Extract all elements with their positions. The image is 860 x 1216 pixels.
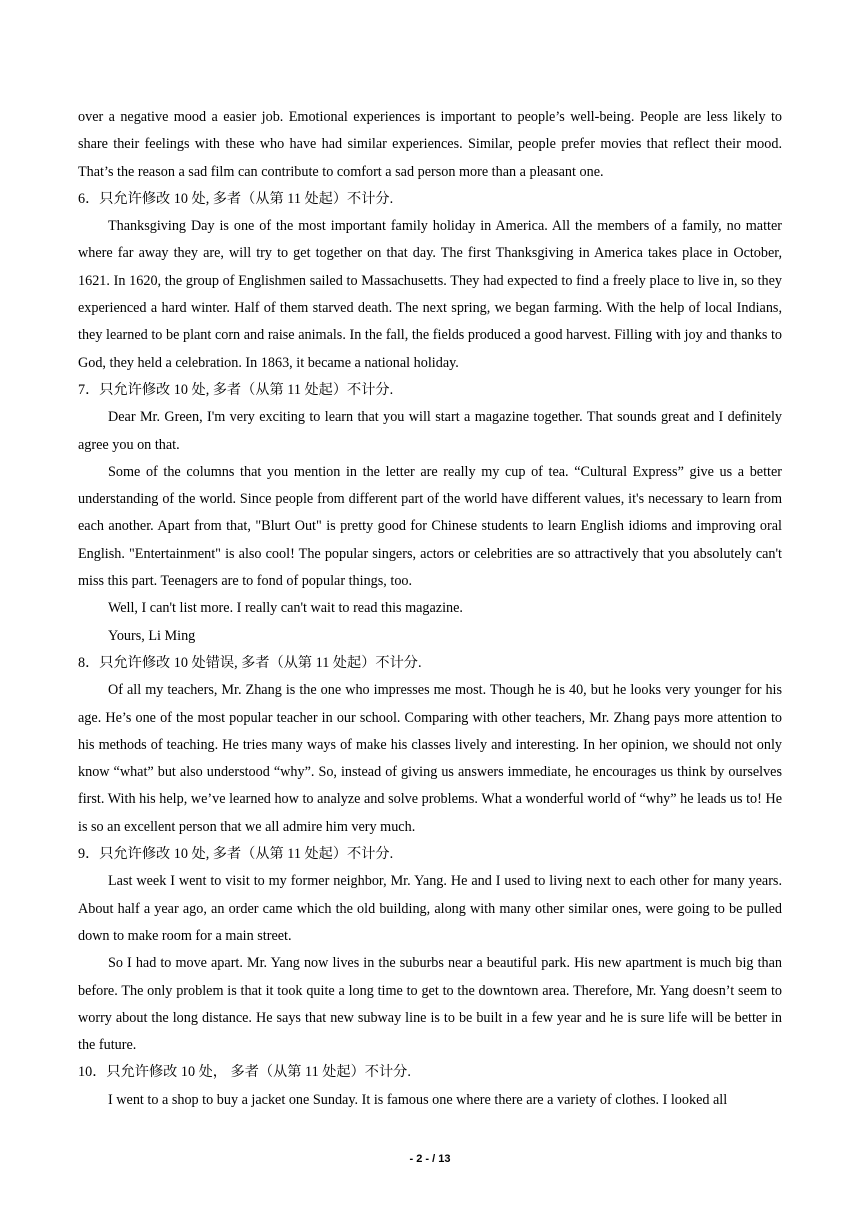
question-6-heading: 6．只允许修改 10 处, 多者（从第 11 处起）不计分. — [78, 190, 394, 207]
question-6-passage: Thanksgiving Day is one of the most important family holiday in America. All the members of a family, no matter where far away they are, will try to get together on that day. The first Thanksgiving in America takes place in October, 1621. In 1620, the group of Englishmen sailed to Massachusetts. They had expected to find a freely place to live in, so they experienced a hard winter. Half of them starved death. The next spring, we began farming. With the help of local Indians, they learned to be plant corn and raise animals. In the fall, the fields produced a good harvest. Filling with joy and thanks to God, they held a celebration. In 1863, it became a national holiday. — [78, 218, 782, 371]
question-9-heading: 9．只允许修改 10 处, 多者（从第 11 处起）不计分. — [78, 846, 394, 863]
question-7-heading: 7．只允许修改 10 处, 多者（从第 11 处起）不计分. — [78, 381, 394, 398]
question-10-heading: 10．只允许修改 10 处， 多者（从第 11 处起）不计分. — [78, 1064, 411, 1081]
page-number: - 2 - / 13 — [409, 1153, 451, 1165]
question-10-passage: I went to a shop to buy a jacket one Sunday. It is famous one where there are a variety of clothes. I looked all — [108, 1091, 728, 1108]
question-8-passage: Of all my teachers, Mr. Zhang is the one who impresses me most. Though he is 40, but he looks very younger for his age. He’s one of the most popular teacher in our school. Comparing with other teachers, Mr. Zhang pays more attention to his methods of teaching. He tries many ways of make his classes lively and interesting. In her opinion, we should not only know “what” but also understood “why”. So, instead of giving us answers immediate, he encourages us think by ourselves first. With his help, we’ve learned how to analyze and solve problems. What a wonderful world of “why” he leads us to! He is so an excellent person that we all admire him very much. — [78, 682, 782, 835]
question-9-paragraph-1: Last week I went to visit to my former neighbor, Mr. Yang. He and I used to living next to each other for many years. About half a year ago, an order came which the old building, along with many other similar ones, were going to be pulled down to make room for a main street. — [78, 873, 782, 944]
paragraph-continuation: over a negative mood a easier job. Emotional experiences is important to people’s well-being. People are less likely to share their feelings with these who have had similar experiences. Similar, people prefer movies that reflect their mood. That’s the reason a sad film can contribute to comfort a sad person more than a pleasant one. — [78, 109, 782, 180]
question-7-paragraph-1: Dear Mr. Green, I'm very exciting to learn that you will start a magazine together. That sounds great and I definitely agree you on that. — [78, 409, 782, 453]
question-7-signature: Yours, Li Ming — [108, 627, 196, 644]
document-body — [78, 104, 782, 1114]
question-9-paragraph-2: So I had to move apart. Mr. Yang now lives in the suburbs near a beautiful park. His new apartment is much big than before. The only problem is that it took quite a long time to get to the downtown area. Therefore, Mr. Yang doesn’t seem to worry about the long distance. He says that new subway line is to be built in a few year and he is sure life will be better in the future. — [78, 955, 782, 1054]
question-8-heading: 8．只允许修改 10 处错误, 多者（从第 11 处起）不计分. — [78, 654, 422, 671]
question-7-paragraph-3: Well, I can't list more. I really can't wait to read this magazine. — [108, 600, 463, 617]
question-7-paragraph-2: Some of the columns that you mention in the letter are really my cup of tea. “Cultural Express” give us a better understanding of the world. Since people from different part of the world have different values, it's necessary to learn from each another. Apart from that, "Blurt Out" is pretty good for Chinese students to learn English idioms and improving oral English. "Entertainment" is also cool! The popular singers, actors or celebrities are so attractively that you absolutely can't miss this part. Teenagers are to fond of popular things, too. — [78, 463, 782, 590]
